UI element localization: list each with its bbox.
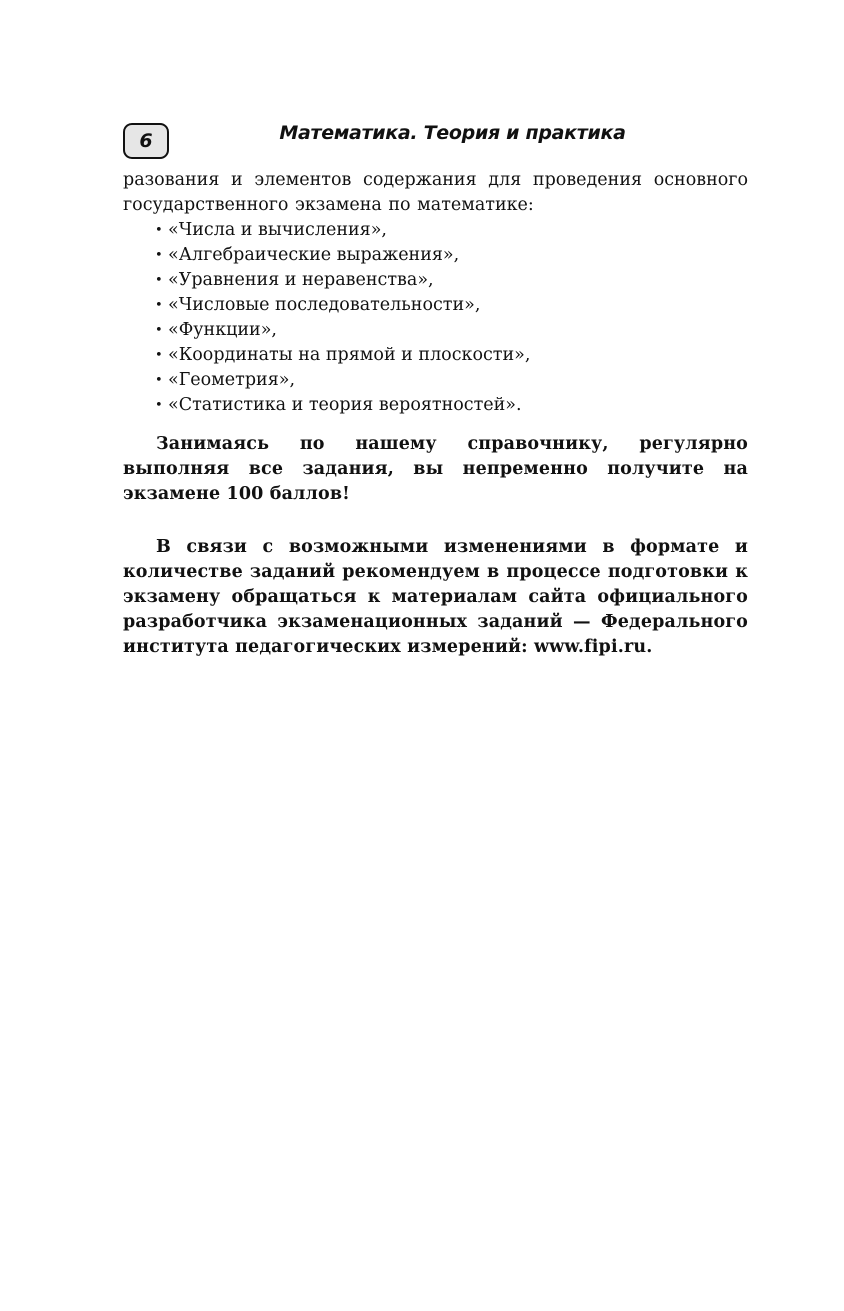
topic-label: «Статистика и теория вероятностей». [168,395,522,415]
bullet-icon: • [155,298,163,313]
list-item [123,268,748,293]
topic-label: «Числовые последовательности», [168,295,481,315]
bullet-icon: • [155,323,163,338]
topic-label: «Координаты на прямой и плоскости», [168,345,531,365]
bullet-icon: • [155,373,163,388]
bullet-icon: • [155,273,163,288]
list-item [123,293,748,318]
bullet-icon: • [155,248,163,263]
bullet-icon: • [155,348,163,363]
list-item [123,218,748,243]
topic-label: «Функции», [168,320,277,340]
page-body [123,168,748,660]
fipi-notice-paragraph: В связи с возможными изменениями в формате и количестве заданий рекомендуем в процессе подготовки к экзамену обращаться к материалам сайта официального разработчика экзаменационных заданий — Федерального института педагогических измерений: www.fipi.ru. [123,537,748,657]
list-item [123,318,748,343]
list-item [123,243,748,268]
list-item [123,343,748,368]
intro-text: разования и элементов содержания для проведения основного государственного экзамена по математике: [123,170,748,215]
topic-label: «Уравнения и неравенства», [168,270,434,290]
bullet-icon: • [155,223,163,238]
list-item [123,368,748,393]
topic-label: «Числа и вычисления», [168,220,387,240]
motivation-paragraph: Занимаясь по нашему справочнику, регулярно выполняя все задания, вы непременно получите на экзамене 100 баллов! [123,434,748,504]
running-title: Математика. Теория и практика [279,122,626,144]
list-item [123,393,748,418]
topic-list [123,218,748,418]
bullet-icon: • [155,398,163,413]
topic-label: «Геометрия», [168,370,296,390]
topic-label: «Алгебраические выражения», [168,245,460,265]
page-number: 6 [123,123,169,159]
